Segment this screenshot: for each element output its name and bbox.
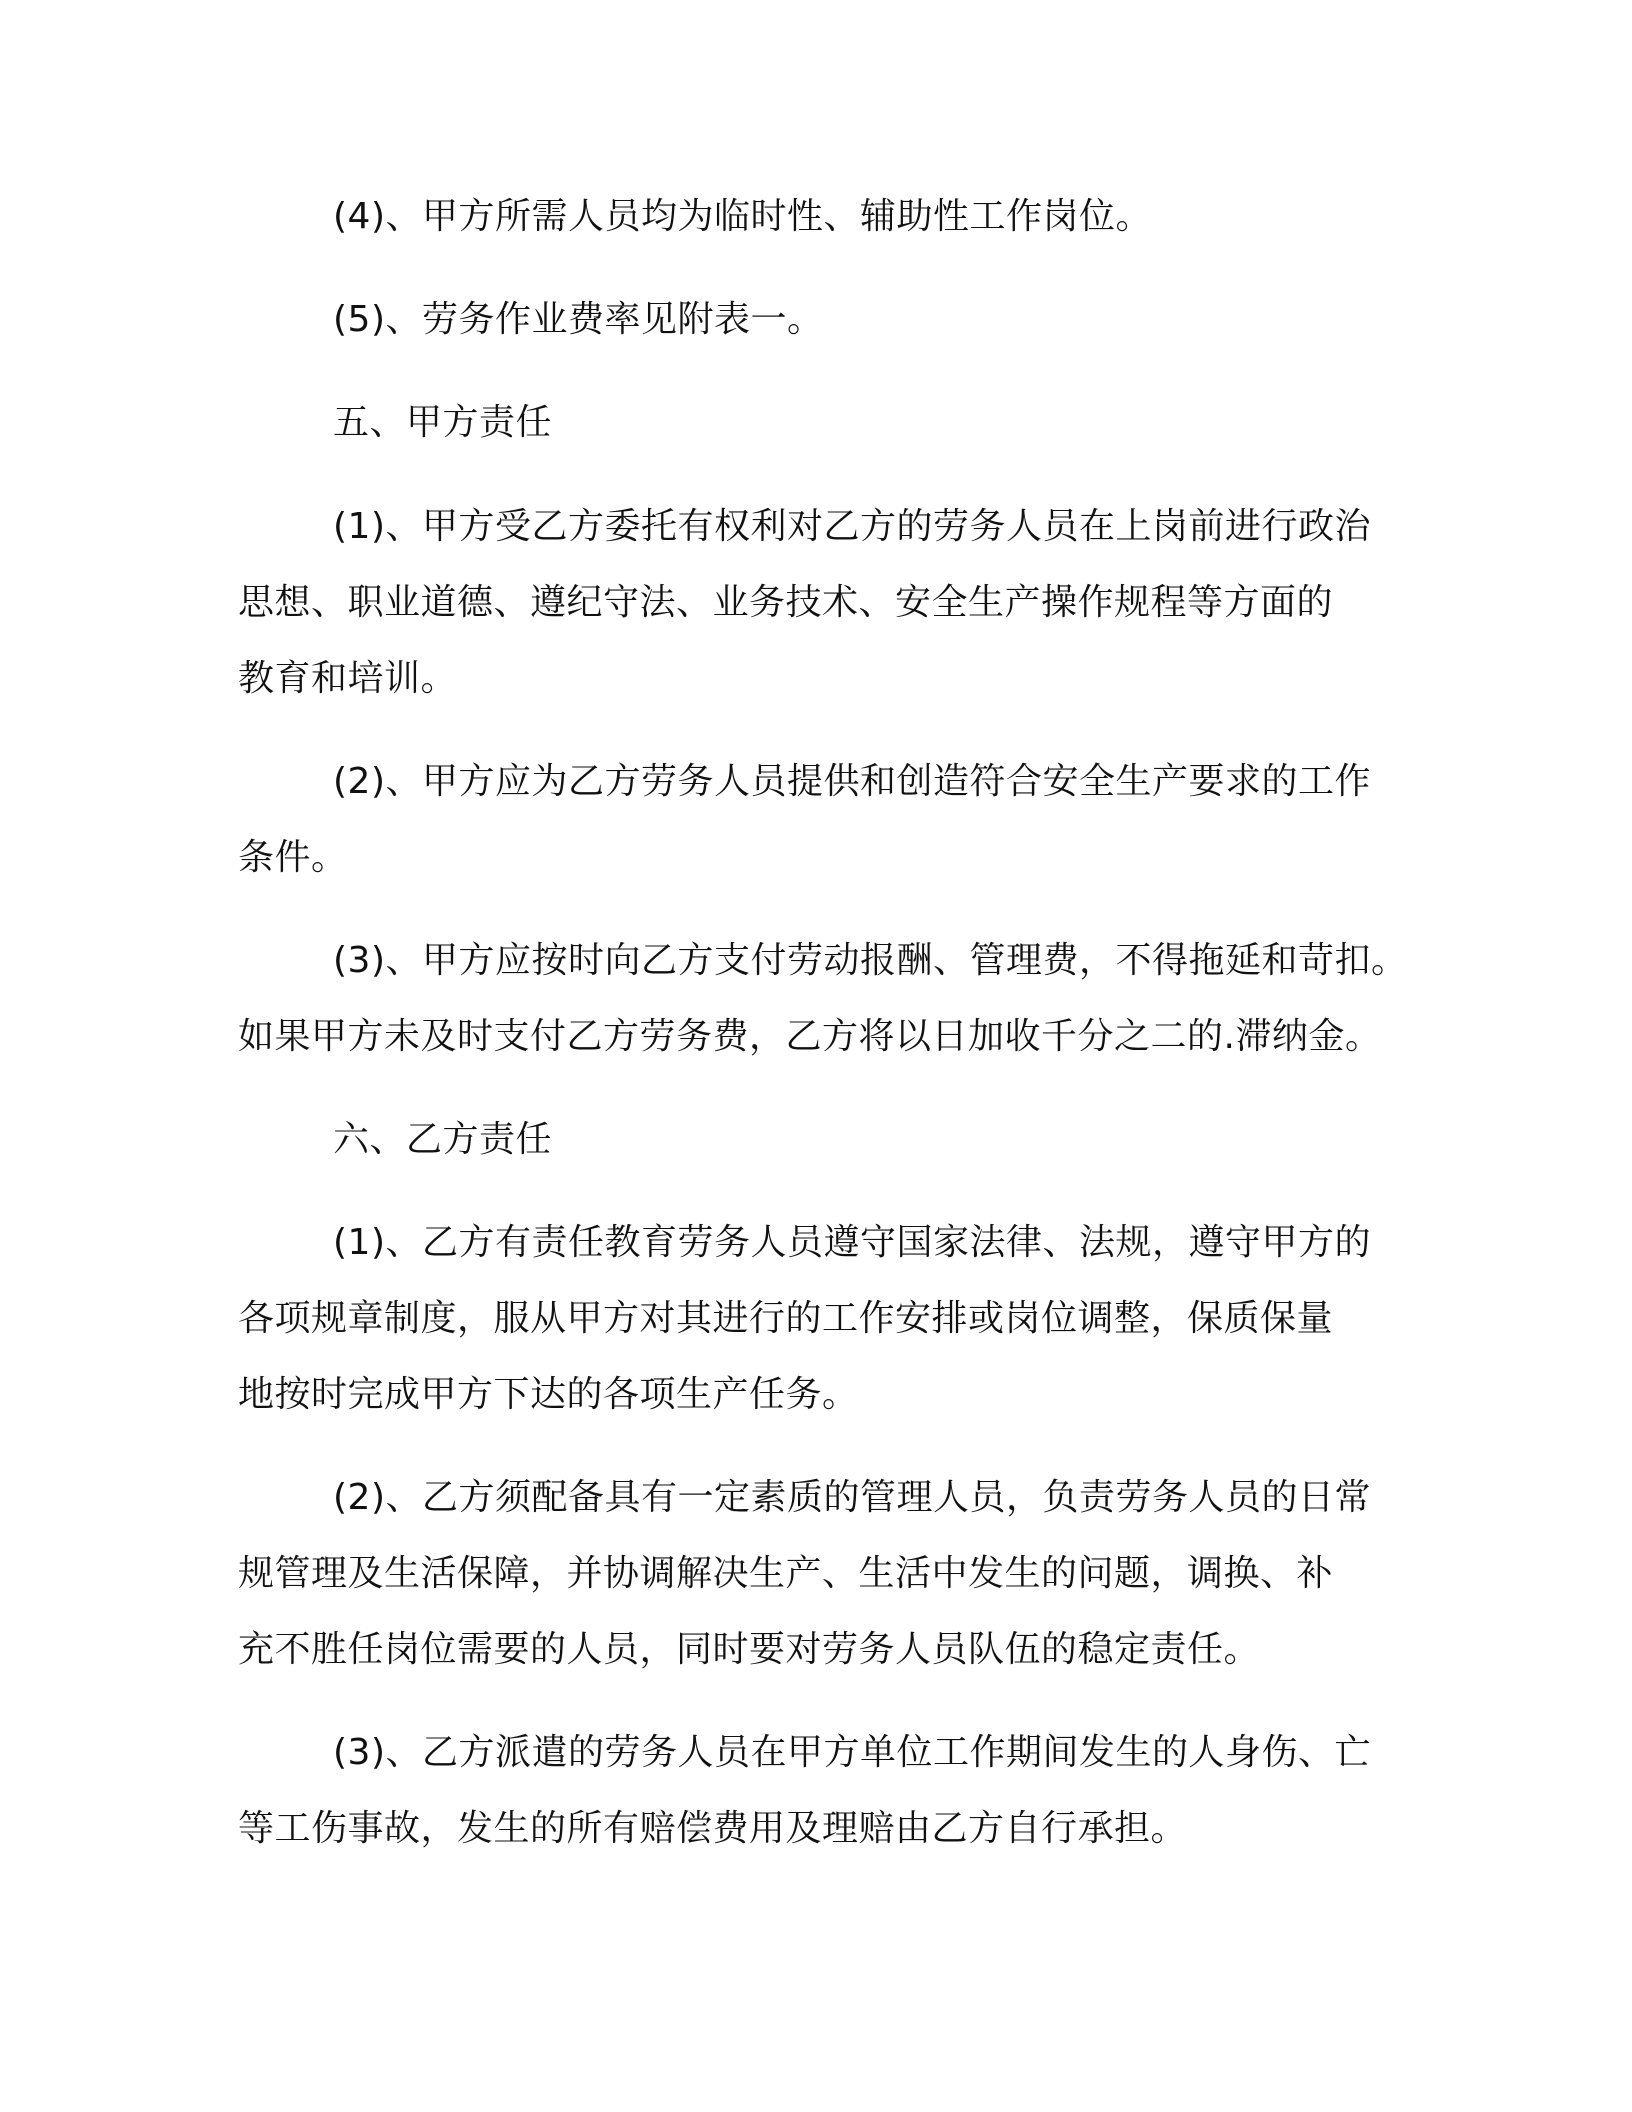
text-line: (3)、甲方应按时向乙方支付劳动报酬、管理费，不得拖延和苛扣。: [333, 940, 1408, 981]
text-line: (2)、乙方须配备具有一定素质的管理人员，负责劳务人员的日常: [333, 1477, 1371, 1518]
text-line: (1)、甲方受乙方委托有权利对乙方的劳务人员在上岗前进行政治: [333, 506, 1371, 547]
text-line: 条件。: [238, 837, 348, 878]
text-line: (3)、乙方派遣的劳务人员在甲方单位工作期间发生的人身伤、亡: [333, 1732, 1371, 1773]
text-line: 如果甲方未及时支付乙方劳务费，乙方将以日加收千分之二的.滞纳金。: [238, 1016, 1382, 1057]
text-line: (5)、劳务作业费率见附表一。: [333, 299, 824, 340]
text-line: (2)、甲方应为乙方劳务人员提供和创造符合安全生产要求的工作: [333, 761, 1371, 802]
text-line: 思想、职业道德、遵纪守法、业务技术、安全生产操作规程等方面的: [238, 582, 1334, 623]
text-line: (4)、甲方所需人员均为临时性、辅助性工作岗位。: [333, 196, 1152, 237]
section-heading-text: 五、甲方责任: [333, 402, 553, 443]
text-line: 教育和培训。: [238, 658, 458, 699]
text-line: 充不胜任岗位需要的人员，同时要对劳务人员队伍的稳定责任。: [238, 1629, 1261, 1670]
text-line: 各项规章制度，服从甲方对其进行的工作安排或岗位调整，保质保量: [238, 1298, 1334, 1339]
section-heading-text: 六、乙方责任: [333, 1119, 553, 1160]
text-line: 等工伤事故，发生的所有赔偿费用及理赔由乙方自行承担。: [238, 1808, 1188, 1849]
text-line: (1)、乙方有责任教育劳务人员遵守国家法律、法规，遵守甲方的: [333, 1222, 1371, 1263]
text-line: 规管理及生活保障，并协调解决生产、生活中发生的问题，调换、补: [238, 1553, 1334, 1594]
text-line: 地按时完成甲方下达的各项生产任务。: [238, 1374, 859, 1415]
